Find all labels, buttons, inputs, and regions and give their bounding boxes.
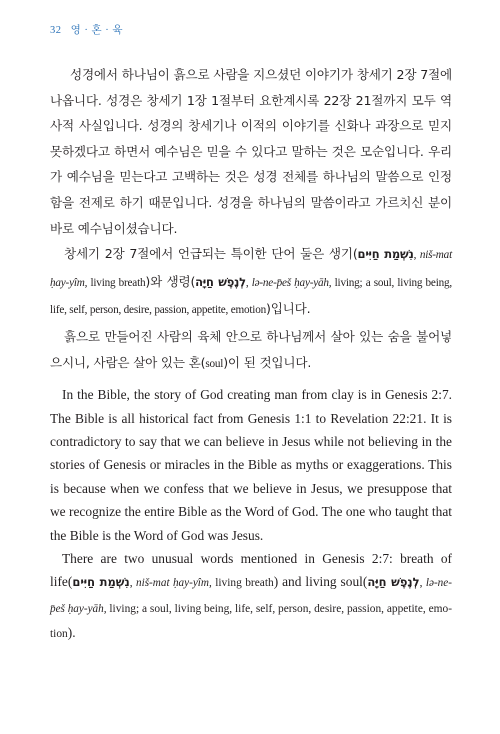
- running-title: 영 · 혼 · 육: [70, 25, 124, 36]
- gloss-breath: living breath: [87, 276, 146, 289]
- text-run: )와 생령(: [145, 273, 196, 289]
- running-header: [50, 22, 123, 37]
- gloss-breath: living breath: [211, 577, 274, 590]
- separator: ,: [245, 276, 252, 289]
- hebrew-term-breath: נִשְׁמַת חַיִּים: [72, 575, 130, 590]
- text-run: ) and living soul(: [273, 574, 368, 590]
- separator: ,: [419, 577, 426, 590]
- text-run: )이 된 것입니다.: [223, 354, 312, 370]
- gloss-soul: living; a soul, living being, life, self, person, desire, passion, appetite, emotion: [50, 602, 452, 641]
- text-run: 창세기 2장 7절에서 언급되는 특이한 단어 둘은 생기(: [64, 246, 358, 262]
- transliteration-soul: lə-ne-p̄eš ḥay-yāh,: [251, 276, 332, 289]
- page-number: 32: [50, 25, 62, 36]
- english-paragraph-1: In the Bible, the story of God creating man from clay is in Genesis 2:7. The Bible is all historical fact from Genesis 1:1 to Revelation 22:21. It is contradictory to say that we can believe in Jesus while not believing in the stories of Genesis or miracles in the Bible as myths or exaggerations. This is because when we confess that we believe in Jesus, we presuppose that we recognize the entire Bible as the Word of God. The one who taught that the Bible is the Word of God was Jesus.: [50, 387, 452, 543]
- hebrew-term-breath: נִשְׁמַת חַיִּים: [357, 247, 414, 262]
- gloss-soul: living; a soul, living being, life, self, person, desire, passion, appetite, emotion: [50, 276, 452, 317]
- hebrew-term-soul: לְנֶפֶשׁ חַיָּה: [367, 575, 420, 590]
- text-run: 흙으로 만들어진 사람의 육체 안으로 하나님께서 살아 있는 숨을 불어넣으시니, 사람은 살아 있는 혼(: [50, 328, 452, 370]
- transliteration-breath: niš-mat ḥay-yîm,: [50, 249, 452, 289]
- transliteration-soul: lə-ne-p̄eš ḥay-yāh,: [50, 577, 452, 615]
- text-run: )입니다.: [266, 301, 311, 317]
- korean-paragraph-2: [50, 241, 452, 324]
- korean-paragraph-1: 성경에서 하나님이 흙으로 사람을 지으셨던 이야기가 창세기 2장 7절에 나옵니다. 성경은 창세기 1장 1절부터 요한계시록 22장 21절까지 모두 역사적 사실입니다. 성경의 창세기나 이적의 이야기를 신화나 과장으로 믿지 못하겠다고 하면서 예수님은 믿을 수 있다고 말하는 것은 모순입니다. 우리가 예수님을 믿는다고 고백하는 것은 성경 전체를 하나님의 말씀으로 인정함을 전제로 하기 때문입니다. 성경을 하나님의 말씀이라고 가르치신 분이 바로 예수님이셨습니다.: [50, 67, 452, 236]
- transliteration-breath: niš-mat ḥay-yîm,: [136, 577, 212, 590]
- english-paragraph-2: [50, 547, 452, 647]
- body-text: [50, 62, 452, 647]
- soul-term: soul: [205, 357, 224, 370]
- text-run: ).: [67, 625, 76, 641]
- separator: ,: [129, 577, 136, 590]
- hebrew-term-soul: לְנֶפֶשׁ חַיָּה: [195, 274, 246, 289]
- separator: ,: [413, 249, 420, 262]
- korean-paragraph-3: [50, 324, 452, 377]
- text-run: There are two unusual words mentioned in Genesis 2:7: breath of life(: [50, 550, 452, 590]
